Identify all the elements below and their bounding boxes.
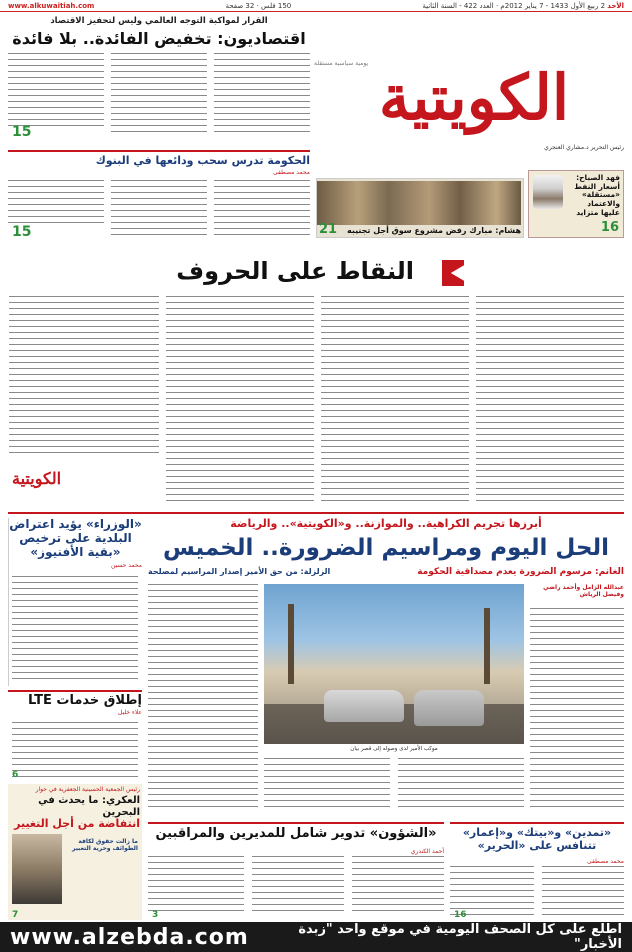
- main-story[interactable]: [148, 518, 624, 818]
- bahrain-page-number: 7: [12, 910, 19, 920]
- car-shape: [324, 690, 404, 722]
- motorcade-photo: [264, 584, 524, 744]
- shuoon-story[interactable]: [148, 822, 444, 920]
- site-url-link[interactable]: www.alkuwaitiah.com: [8, 1, 95, 10]
- main-bylines: عبدالله الزامل وأحمد راضي وفيصل الرياش: [543, 584, 624, 598]
- economy-page-number: 15: [12, 124, 32, 140]
- sports-headline: هشام: مبارك رفض مشروع سوق أجل تجنيبه: [347, 225, 521, 235]
- lte-page-number: 6: [12, 770, 19, 780]
- bahrain-story[interactable]: [8, 784, 142, 920]
- editorial-signature: الكويتية: [12, 469, 62, 488]
- palm-tree: [484, 608, 490, 684]
- masthead-tagline: يومية سياسية مستقلة: [314, 60, 369, 67]
- lte-headline: إطلاق خدمات LTE: [27, 693, 142, 708]
- side-story[interactable]: [528, 170, 624, 238]
- masthead: [314, 58, 624, 168]
- ministry-headline: «الوزراء» يؤيد اعتراض البلدية على ترخيص «بقية الأفنيوز»: [9, 517, 142, 559]
- bank-byline: محمد مصطفى: [273, 168, 310, 176]
- footer-banner[interactable]: [0, 922, 632, 952]
- housing-story[interactable]: [450, 822, 624, 920]
- bahrain-headline-2: انتفاضة من أجل التغيير: [14, 817, 140, 830]
- side-page-number: 16: [600, 220, 619, 235]
- footer-slogan: اطلع على كل الصحف اليومية في موقع واحد "زبدة الأخبار": [298, 922, 622, 952]
- economy-headline: اقتصاديون: تخفيض الفائدة.. بلا فائدة: [12, 28, 306, 48]
- main-subheadline: الغانم: مرسوم الضرورة يعدم مصداقية الحكومة: [417, 567, 624, 578]
- footer-site-link[interactable]: www.alzebda.com: [10, 924, 249, 950]
- economy-kicker: القرار لمواكبة التوجه العالمي وليس لتحفيز الاقتصاد: [50, 16, 268, 26]
- economy-story[interactable]: [8, 17, 310, 142]
- price-info: 150 فلس · 32 صفحة: [225, 1, 292, 10]
- lte-byline: علاء خليل: [118, 708, 142, 716]
- editorial-section[interactable]: [8, 248, 624, 508]
- shuoon-byline: أحمد الكندري: [410, 848, 444, 855]
- portrait-photo: [533, 175, 563, 209]
- officials-photo: [317, 181, 521, 225]
- bank-story[interactable]: [8, 150, 310, 240]
- top-info-bar: [0, 0, 632, 12]
- main-kicker: أبرزها تجريم الكراهية.. والموازنة.. و«الكويتية».. والرياضة: [230, 517, 542, 530]
- bank-page-number: 15: [12, 224, 32, 240]
- sports-story[interactable]: [316, 178, 524, 238]
- housing-page-number: 16: [454, 910, 467, 920]
- editorial-mark-icon: [442, 260, 464, 286]
- masthead-slogan: رئيس التحرير د.مشاري العنجري: [544, 144, 624, 151]
- bahrain-kicker: رئيس الجمعية الحسينية الجعفرية في حوار: [35, 786, 140, 793]
- interview-photo: [12, 834, 62, 904]
- editorial-headline: النقاط على الحروف: [176, 257, 414, 285]
- main-headline: الحل اليوم ومراسيم الضرورة.. الخميس: [162, 534, 610, 561]
- housing-byline: محمد مصطفى: [587, 858, 624, 865]
- lte-story[interactable]: [8, 690, 142, 780]
- side-headline: فهد الصباح: أسعار النفط «مستقلة» والاعتماد عليها متزايد: [574, 173, 620, 217]
- issue-date: الأحد 2 ربيع الأول 1433 - 7 يناير 2012م · العدد 422 - السنة الثانية: [422, 1, 624, 10]
- bahrain-headline-1: العكري: ما يحدث في البحرين: [38, 795, 140, 818]
- shuoon-headline: «الشؤون» تدوير شامل للمديرين والمراقبين: [155, 826, 437, 841]
- housing-headline: «تمدين» و«بيتك» و«إعمار» تتنافس على «الحرير»: [462, 826, 612, 852]
- shuoon-page-number: 3: [152, 910, 159, 920]
- sports-page-number: 21: [319, 222, 338, 237]
- bank-headline: الحكومة تدرس سحب ودائعها في البنوك: [95, 154, 310, 167]
- palm-tree: [288, 604, 294, 684]
- ministry-byline: محمد حسين: [110, 562, 142, 570]
- ministry-story[interactable]: [8, 518, 142, 686]
- main-subheadline-2: الزلزلة: من حق الأمير إصدار المراسيم لمصلحة: [148, 567, 331, 577]
- car-shape: [414, 690, 484, 726]
- photo-caption: موكب الأمير لدى وصوله إلى قصر بيان: [350, 746, 438, 752]
- bahrain-quote: ما زالت حقوق لكافة الطوائف وحرية التعبير: [71, 838, 138, 852]
- masthead-logo: الكويتية: [378, 61, 570, 134]
